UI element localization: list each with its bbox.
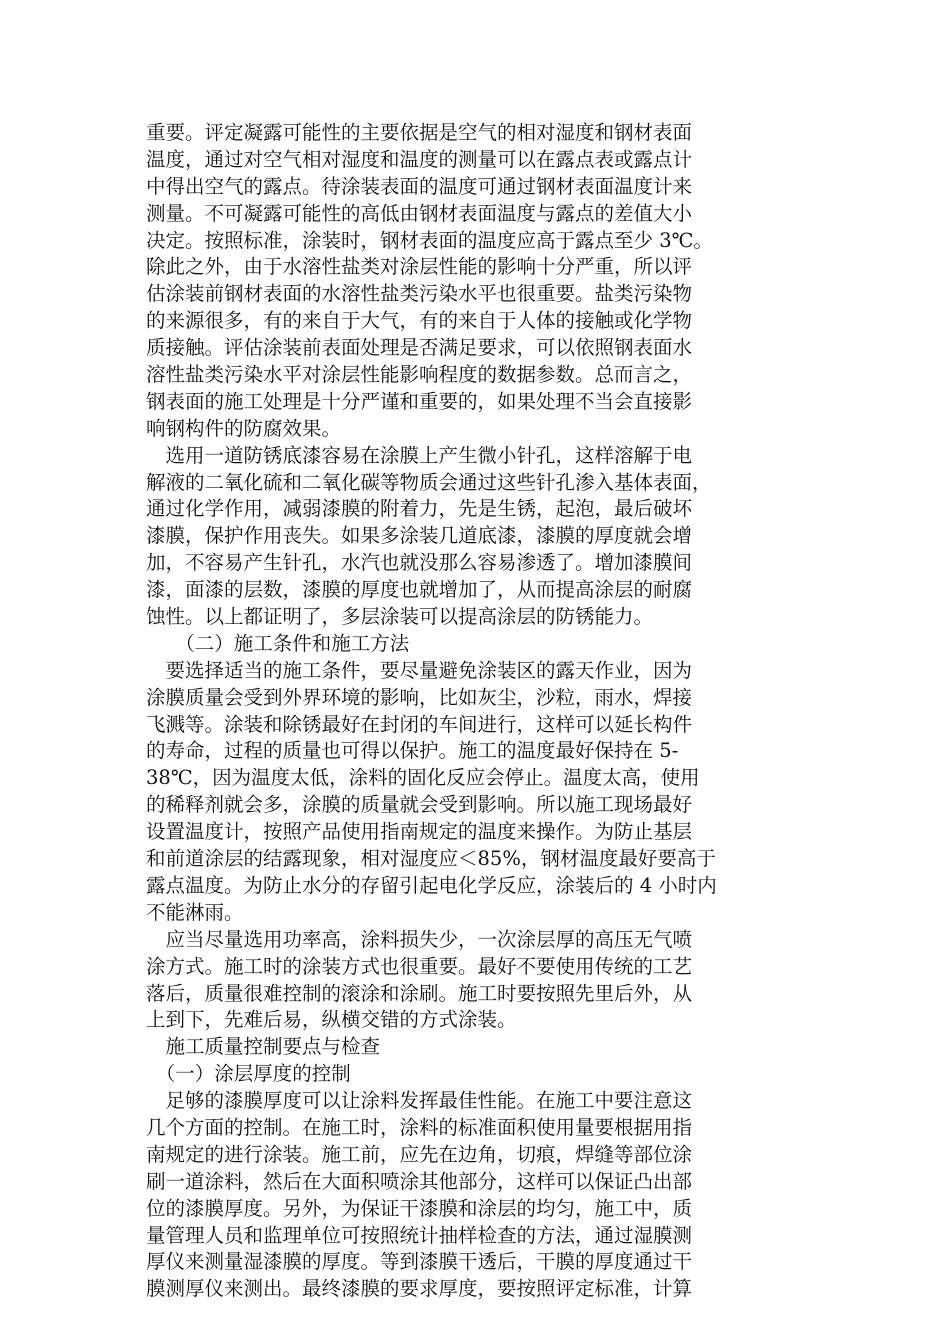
body-paragraph [146,927,786,1035]
text-line: 刷一道涂料，然后在大面积喷涂其他部分，这样可以保证凸出部 [146,1169,693,1193]
text-line: 钢表面的施工处理是十分严谨和重要的，如果处理不当会直接影 [146,389,693,413]
body-paragraph [146,120,786,443]
text-line: 温度，通过对空气相对湿度和温度的测量可以在露点表或露点计 [146,147,693,171]
text-line: 要选择适当的施工条件，要尽量避免涂装区的露天作业，因为 [146,658,693,682]
text-line: 的来源很多，有的来自于大气，有的来自于人体的接触或化学物 [146,309,693,333]
text-line: 溶性盐类污染水平对涂层性能影响程度的数据参数。总而言之， [146,363,693,387]
text-line: 质接触。评估涂装前表面处理是否满足要求，可以依照钢表面水 [146,336,693,360]
text-line: 和前道涂层的结露现象，相对湿度应＜85%，钢材温度最好要高于 [146,847,716,871]
text-line: 加，不容易产生针孔，水汽也就没那么容易渗透了。增加漆膜间 [146,551,693,575]
section-heading [146,1034,786,1061]
text-line: 通过化学作用，减弱漆膜的附着力，先是生锈，起泡，最后破坏 [146,497,693,521]
text-line: 设置温度计，按照产品使用指南规定的温度来操作。为防止基层 [146,820,693,844]
text-line: （二）施工条件和施工方法 [146,631,410,655]
text-line: 上到下，先难后易，纵横交错的方式涂装。 [146,1008,517,1032]
document-body [146,120,786,1303]
text-line: 量管理人员和监理单位可按照统计抽样检查的方法，通过湿膜测 [146,1223,693,1247]
text-line: 厚仪来测量湿漆膜的厚度。等到漆膜干透后，干膜的厚度通过干 [146,1250,693,1274]
section-heading [146,631,786,658]
text-line: 的稀释剂就会多，涂膜的质量就会受到影响。所以施工现场最好 [146,793,693,817]
text-line: 漆，面漆的层数，漆膜的厚度也就增加了，从而提高涂层的耐腐 [146,578,693,602]
text-line: 决定。按照标准，涂装时，钢材表面的温度应高于露点至少 3℃。 [146,228,713,252]
text-line: 38℃，因为温度太低，涂料的固化反应会停止。温度太高，使用 [146,766,700,790]
text-line: 露点温度。为防止水分的存留引起电化学反应，涂装后的 4 小时内 [146,873,717,897]
text-line: 选用一道防锈底漆容易在涂膜上产生微小针孔，这样溶解于电 [146,443,693,467]
text-line: 几个方面的控制。在施工时，涂料的标准面积使用量要根据用指 [146,1115,693,1139]
text-line: 落后，质量很难控制的滚涂和涂刷。施工时要按照先里后外，从 [146,981,693,1005]
text-line: 膜测厚仪来测出。最终漆膜的要求厚度，要按照评定标准，计算 [146,1277,693,1301]
text-line: 估涂装前钢材表面的水溶性盐类污染水平也很重要。盐类污染物 [146,282,693,306]
text-line: 涂方式。施工时的涂装方式也很重要。最好不要使用传统的工艺 [146,954,693,978]
text-line: 位的漆膜厚度。另外，为保证干漆膜和涂层的均匀，施工中，质 [146,1196,693,1220]
body-paragraph [146,658,786,927]
section-heading [146,1061,786,1088]
text-line: 不能淋雨。 [146,900,244,924]
text-line: 中得出空气的露点。待涂装表面的温度可通过钢材表面温度计来 [146,174,693,198]
text-line: 测量。不可凝露可能性的高低由钢材表面温度与露点的差值大小 [146,201,693,225]
text-line: 施工质量控制要点与检查 [146,1035,381,1059]
text-line: 除此之外，由于水溶性盐类对涂层性能的影响十分严重，所以评 [146,255,693,279]
text-line: （一）涂层厚度的控制 [146,1062,351,1086]
body-paragraph [146,1088,786,1303]
text-line: 的寿命，过程的质量也可得以保护。施工的温度最好保持在 5- [146,739,679,763]
text-line: 蚀性。以上都证明了，多层涂装可以提高涂层的防锈能力。 [146,605,654,629]
text-line: 应当尽量选用功率高，涂料损失少，一次涂层厚的高压无气喷 [146,927,693,951]
text-line: 足够的漆膜厚度可以让涂料发挥最佳性能。在施工中要注意这 [146,1089,693,1113]
text-line: 解液的二氧化硫和二氧化碳等物质会通过这些针孔渗入基体表面， [146,470,712,494]
text-line: 重要。评定凝露可能性的主要依据是空气的相对湿度和钢材表面 [146,121,693,144]
text-line: 南规定的进行涂装。施工前，应先在边角，切痕，焊缝等部位涂 [146,1142,693,1166]
body-paragraph [146,443,786,631]
text-line: 响钢构件的防腐效果。 [146,416,342,440]
text-line: 漆膜，保护作用丧失。如果多涂装几道底漆，漆膜的厚度就会增 [146,524,693,548]
text-line: 飞溅等。涂装和除锈最好在封闭的车间进行，这样可以延长构件 [146,712,693,736]
text-line: 涂膜质量会受到外界环境的影响，比如灰尘，沙粒，雨水，焊接 [146,685,693,709]
